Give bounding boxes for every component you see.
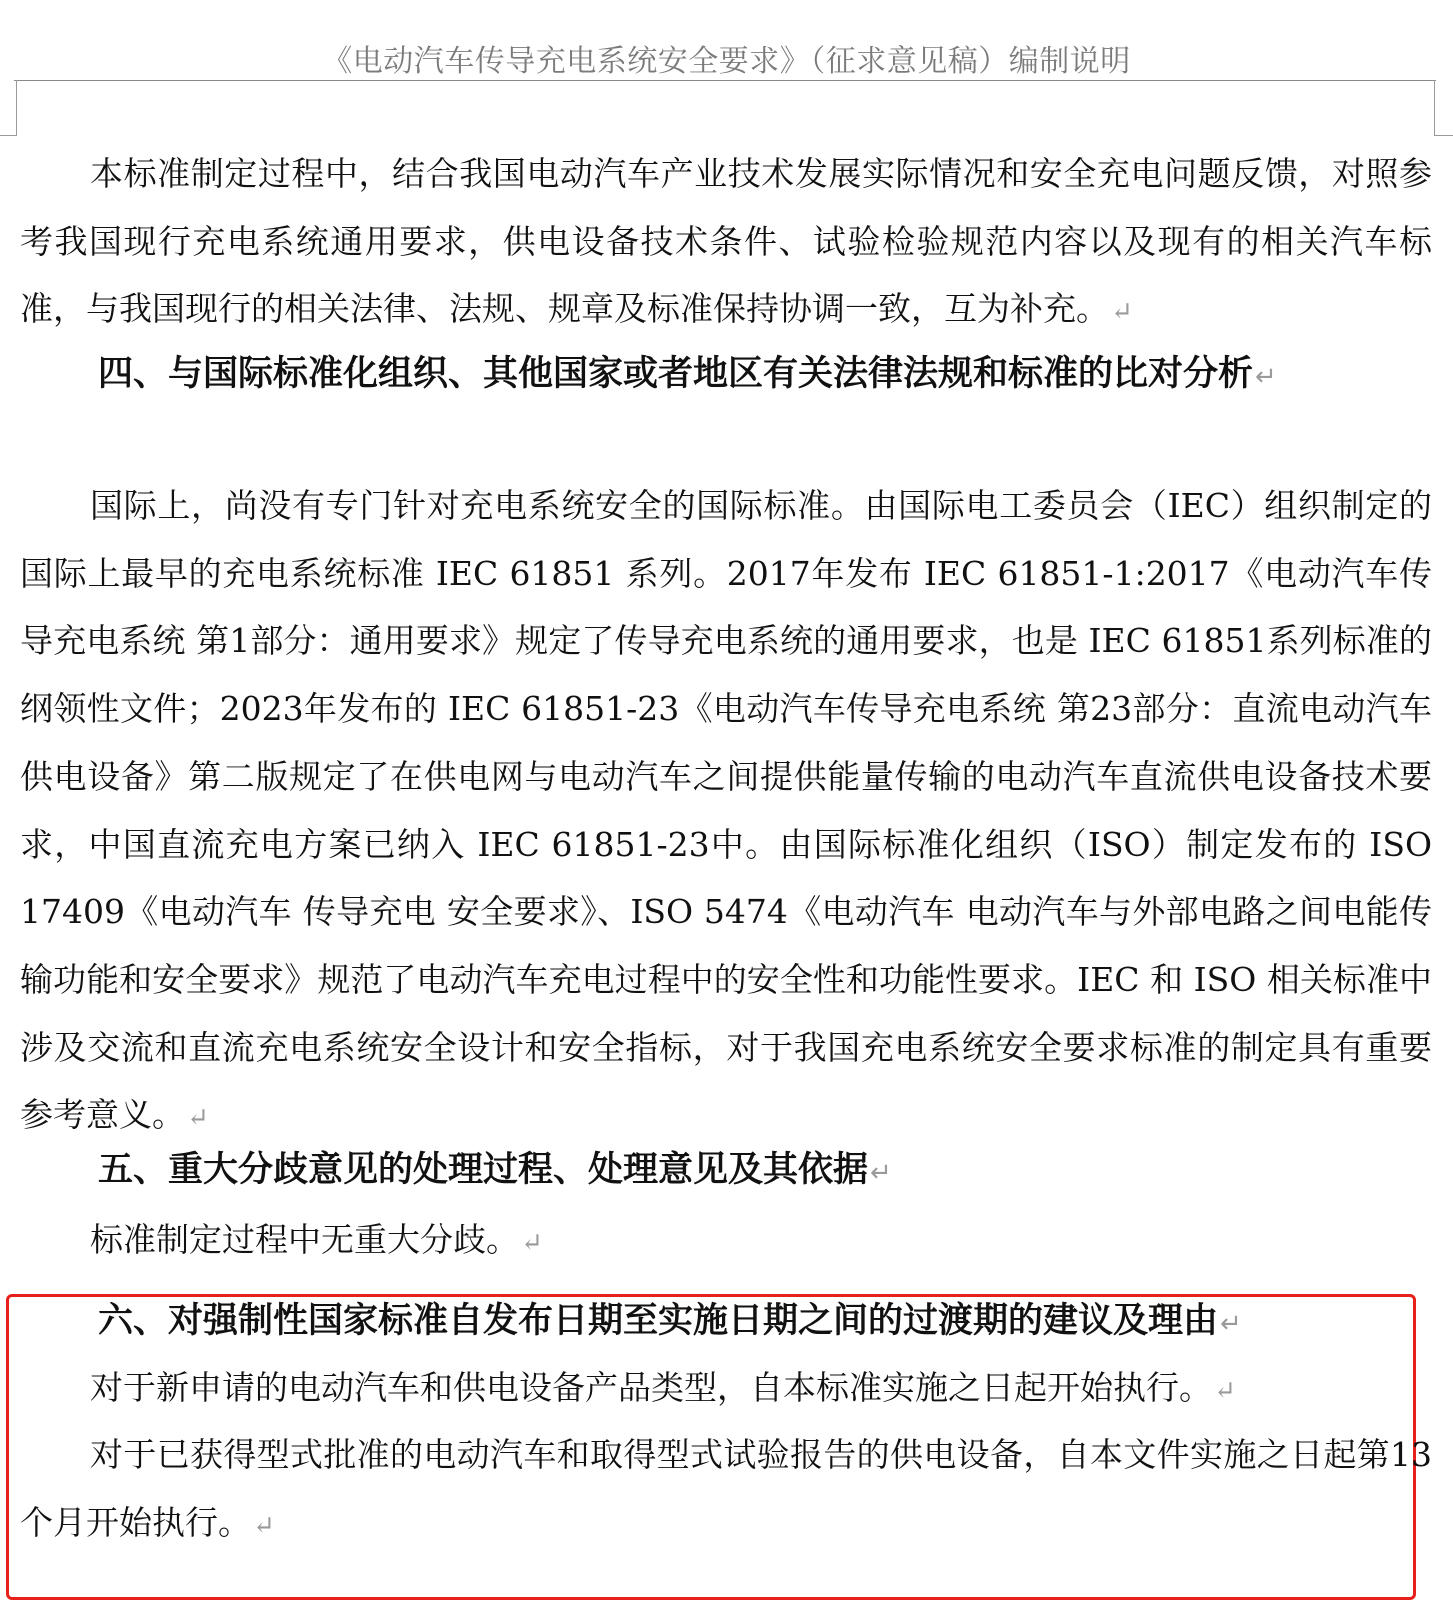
paragraph-mark-icon: ↵ [521, 1228, 543, 1258]
section6-paragraph-1[interactable] [20, 1354, 1432, 1426]
paragraph-mark-icon: ↵ [1214, 1376, 1236, 1406]
section6-heading-text: 六、对强制性国家标准自发布日期至实施日期之间的过渡期的建议及理由 [98, 1301, 1219, 1341]
intro-paragraph[interactable] [20, 140, 1432, 347]
section5-heading-text: 五、重大分歧意见的处理过程、处理意见及其依据 [98, 1150, 869, 1190]
page-corner-mark-right-horizontal [1434, 135, 1453, 136]
section5-paragraph-text: 标准制定过程中无重大分歧。 [90, 1220, 519, 1259]
section6-heading[interactable] [20, 1288, 1432, 1357]
section4-paragraph[interactable] [20, 472, 1432, 1153]
section4-heading-text: 四、与国际标准化组织、其他国家或者地区有关法律法规和标准的比对分析 [98, 354, 1254, 394]
page-corner-mark-right [1434, 80, 1435, 136]
section6-paragraph-2-text: 对于已获得型式批准的电动汽车和取得型式试验报告的供电设备，自本文件实施之日起第13个月开始执行。 [20, 1435, 1432, 1542]
intro-paragraph-text: 本标准制定过程中，结合我国电动汽车产业技术发展实际情况和安全充电问题反馈，对照参考我国现行充电系统通用要求，供电设备技术条件、试验检验规范内容以及现有的相关汽车标准，与我国现行的相关法律、法规、规章及标准保持协调一致，互为补充。 [20, 154, 1432, 329]
paragraph-mark-icon: ↵ [1220, 1309, 1242, 1339]
paragraph-mark-icon: ↵ [1111, 297, 1133, 328]
paragraph-mark-icon: ↵ [187, 1103, 209, 1134]
document-header-title: 《电动汽车传导充电系统安全要求》（征求意见稿）编制说明 [322, 44, 1131, 79]
section4-paragraph-text: 国际上，尚没有专门针对充电系统安全的国际标准。由国际电工委员会（IEC）组织制定的国际上最早的充电系统标准 IEC 61851 系列。2017年发布 IEC 61851-1:2017《电动汽车传导充电系统 第1部分：通用要求》规定了传导充电系统的通用要求，也是 IEC 61851系列标准的纲领性文件；2023年发布的 IEC 61851-23《电动汽车传导充电系统 第23部分：直流电动汽车供电设备》第二版规定了在供电网与电动汽车之间提供能量传输的电动汽车直流供电设备技术要求，中国直流充电方案已纳入 IEC 61851-23中。由国际标准化组织（ISO）制定发布的 ISO 17409《电动汽车 传导充电 安全要求》、ISO 5474《电动汽车 电动汽车与外部电路之间电能传输功能和安全要求》规范了电动汽车充电过程中的安全性和功能性要求。IEC 和 ISO 相关标准中涉及交流和直流充电系统安全设计和安全指标，对于我国充电系统安全要求标准的制定具有重要参考意义。 [20, 486, 1432, 1135]
section5-heading[interactable] [20, 1137, 1432, 1206]
paragraph-mark-icon: ↵ [1255, 362, 1277, 392]
paragraph-mark-icon: ↵ [870, 1158, 892, 1188]
section6-paragraph-2[interactable] [20, 1421, 1432, 1560]
page-corner-mark-left-horizontal [0, 135, 17, 136]
page-corner-mark-left [16, 80, 17, 136]
section4-heading[interactable] [20, 341, 1432, 410]
paragraph-mark-icon: ↵ [253, 1510, 275, 1541]
section5-paragraph[interactable] [20, 1206, 1432, 1278]
header-divider [14, 80, 1436, 81]
section6-paragraph-1-text: 对于新申请的电动汽车和供电设备产品类型，自本标准实施之日起开始执行。 [90, 1368, 1212, 1407]
